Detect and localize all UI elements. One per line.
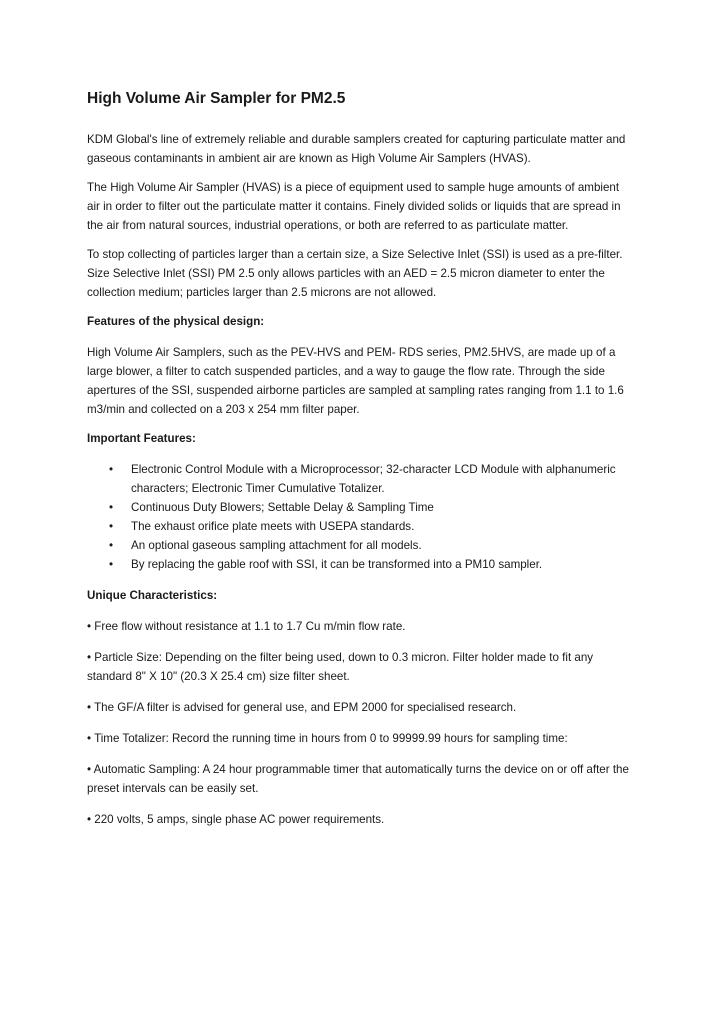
unique-characteristics-heading: Unique Characteristics: bbox=[87, 589, 218, 602]
list-item bbox=[87, 460, 632, 498]
list-item-text: An optional gaseous sampling attachment for all models. bbox=[131, 539, 422, 552]
intro-paragraph-3: To stop collecting of particles larger than a certain size, a Size Selective Inlet (SSI) is used as a pre-filter. Size Selective Inlet (SSI) PM 2.5 only allows particles with an AED = 2.5 micron diameter to enter the collection medium; particles larger than 2.5 microns are not allowed. bbox=[87, 248, 623, 299]
characteristic-paragraph: • Time Totalizer: Record the running time in hours from 0 to 99999.99 hours for sampling time: bbox=[87, 732, 568, 745]
bullet-icon: • bbox=[109, 539, 114, 552]
design-paragraph: High Volume Air Samplers, such as the PEV-HVS and PEM- RDS series, PM2.5HVS, are made up of a large blower, a filter to catch suspended particles, and a way to gauge the flow rate. Through the side apertures of the SSI, suspended airborne particles are sampled at sampling rates ranging from 1.1 to 1.6 m3/min and collected on a 203 x 254 mm filter paper. bbox=[87, 346, 624, 416]
list-item-text: Electronic Control Module with a Microprocessor; 32-character LCD Module with alphanumeric characters; Electronic Timer Cumulative Totalizer. bbox=[131, 463, 616, 495]
characteristic-paragraph: • Particle Size: Depending on the filter being used, down to 0.3 micron. Filter holder made to fit any standard 8" X 10" (20.3 X 25.4 cm) size filter sheet. bbox=[87, 651, 594, 683]
important-features-list bbox=[87, 460, 632, 574]
document-title: High Volume Air Sampler for PM2.5 bbox=[87, 90, 346, 107]
intro-paragraph-2: The High Volume Air Sampler (HVAS) is a piece of equipment used to sample huge amounts of ambient air in order to filter out the particulate matter it contains. Finely divided solids or liquids that are spread in the air from natural sources, industrial operations, or both are referred to as particulate matter. bbox=[87, 181, 621, 232]
list-item-text: Continuous Duty Blowers; Settable Delay & Sampling Time bbox=[131, 501, 434, 514]
list-item bbox=[87, 555, 632, 574]
design-heading: Features of the physical design: bbox=[87, 315, 265, 328]
characteristic-paragraph: • Free flow without resistance at 1.1 to 1.7 Cu m/min flow rate. bbox=[87, 620, 406, 633]
important-features-heading: Important Features: bbox=[87, 432, 196, 445]
list-item bbox=[87, 498, 632, 517]
bullet-icon: • bbox=[109, 520, 114, 533]
characteristic-paragraph: • Automatic Sampling: A 24 hour programmable timer that automatically turns the device on or off after the preset intervals can be easily set. bbox=[87, 763, 629, 795]
characteristic-paragraph: • The GF/A filter is advised for general use, and EPM 2000 for specialised research. bbox=[87, 701, 517, 714]
document-page bbox=[87, 88, 632, 841]
list-item-text: By replacing the gable roof with SSI, it can be transformed into a PM10 sampler. bbox=[131, 558, 543, 571]
intro-paragraph-1: KDM Global's line of extremely reliable and durable samplers created for capturing particulate matter and gaseous contaminants in ambient air are known as High Volume Air Samplers (HVAS). bbox=[87, 133, 626, 165]
bullet-icon: • bbox=[109, 501, 114, 514]
list-item-text: The exhaust orifice plate meets with USEPA standards. bbox=[131, 520, 415, 533]
bullet-icon: • bbox=[109, 558, 114, 571]
characteristic-paragraph: • 220 volts, 5 amps, single phase AC power requirements. bbox=[87, 813, 385, 826]
list-item bbox=[87, 536, 632, 555]
list-item bbox=[87, 517, 632, 536]
bullet-icon: • bbox=[109, 463, 114, 476]
